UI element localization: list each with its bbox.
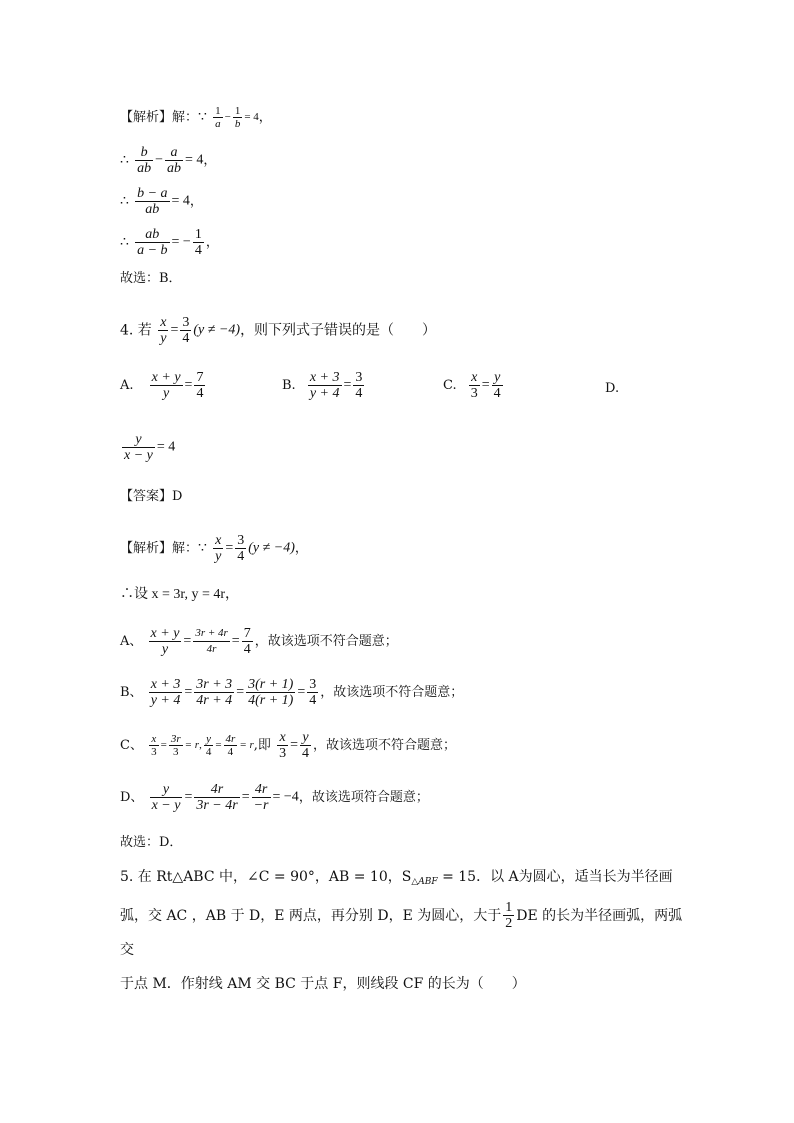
frac-num: 3 — [355, 370, 363, 385]
frac-den: 4 — [194, 243, 202, 258]
ji-label: 即 — [257, 738, 271, 753]
q5-line-2 — [120, 899, 685, 967]
frac-num: x + 3 — [309, 370, 340, 385]
equals: = — [184, 684, 193, 700]
question-5 — [120, 860, 685, 1001]
option-a-expr — [148, 370, 208, 401]
verdict: ，故该选项不符合题意； — [312, 738, 456, 753]
analysis-line-2 — [120, 145, 216, 176]
frac-den: 3r − 4r — [196, 798, 238, 813]
comma: , — [199, 739, 202, 752]
frac-num: x + y — [151, 370, 181, 385]
frac-den: x − y — [151, 798, 181, 813]
question-4-stem — [120, 315, 436, 346]
sol4-b-expr — [147, 677, 321, 708]
comma: ， — [258, 110, 272, 125]
equals-r: = r — [239, 739, 254, 752]
option-label: B. — [282, 378, 296, 393]
given-equation — [211, 105, 259, 130]
therefore-symbol: ∴ — [120, 153, 129, 168]
frac-den: 4 — [237, 549, 245, 564]
frac-den: ab — [166, 161, 181, 176]
frac-num: 3 — [237, 533, 245, 548]
set-variables: ∴设 x = 3r, y = 4r， — [120, 587, 240, 602]
step-equation-3 — [133, 227, 206, 258]
equals: = — [184, 377, 193, 393]
equals: = — [236, 684, 245, 700]
comma: , — [253, 738, 258, 753]
equals: = — [183, 633, 192, 649]
frac-num: 4r — [194, 782, 239, 798]
frac-den: 4r — [206, 643, 217, 655]
frac-den: 4 — [182, 331, 190, 346]
frac-num: 3 — [182, 315, 190, 330]
frac-num: 3 — [309, 677, 317, 692]
frac-den: y + 4 — [309, 386, 340, 401]
frac-num: y — [204, 733, 214, 746]
frac-num: 4r — [225, 733, 236, 745]
frac-num: 1 — [194, 227, 202, 242]
equals-four: = 4 — [171, 193, 190, 209]
option-c-expr — [467, 370, 505, 401]
option-label: A. — [120, 378, 134, 393]
sol4-a-expr — [147, 626, 255, 657]
frac-den: y — [215, 549, 222, 564]
sol4-option-b — [120, 677, 463, 708]
equals: = — [241, 789, 250, 805]
frac-num: 7 — [243, 626, 251, 641]
solve-label: 解： — [172, 110, 199, 125]
sol4-line-1 — [120, 533, 308, 564]
q5-text-d: DE 的长为半径画弧，两弧交 — [120, 908, 683, 958]
q4-answer — [120, 488, 182, 506]
sol4-set-line — [120, 586, 239, 604]
verdict: ，故该选项符合题意； — [298, 790, 429, 805]
frac-num: y — [492, 370, 503, 386]
solve-label: 解： — [172, 541, 199, 556]
frac-num: 7 — [196, 370, 204, 385]
frac-num: 3r + 3 — [196, 677, 233, 692]
q4-given: $\frac{x}{y}$ = $\frac{3}{4}$ (y ≠ −4) — [160, 315, 241, 346]
option-label: B、 — [120, 685, 143, 700]
analysis-line-4 — [120, 227, 219, 258]
sol4-c-result — [275, 730, 313, 761]
area-subscript: △ABF — [411, 877, 438, 887]
choice-line-d — [120, 834, 182, 852]
comma: ， — [203, 153, 217, 168]
equals-four: = 4 — [244, 111, 259, 124]
verdict: ，故该选项不符合题意； — [320, 685, 464, 700]
frac-num: x — [149, 733, 159, 746]
half-fraction — [501, 899, 516, 933]
frac-num: a — [165, 145, 183, 161]
choice-text: 故选：B． — [120, 271, 182, 286]
frac-den: 4 — [196, 386, 204, 401]
frac-num: y — [122, 432, 155, 448]
frac-num: x — [469, 370, 480, 386]
equals: = — [160, 739, 167, 752]
equals: = — [184, 789, 193, 805]
analysis-line-3 — [120, 186, 203, 217]
q4-option-b — [282, 370, 366, 401]
analysis-tag: 【解析】 — [120, 110, 173, 125]
analysis-tag: 【解析】 — [120, 541, 173, 556]
step-equation-1 — [133, 145, 203, 176]
frac-den: 3 — [279, 746, 287, 761]
sol4-given — [211, 533, 295, 564]
equals: = — [231, 633, 240, 649]
frac-den: 3 — [470, 386, 478, 401]
equals: = — [215, 739, 222, 752]
frac-num: 3r — [170, 733, 181, 745]
sol4-option-c — [120, 730, 456, 761]
therefore-symbol: ∴ — [120, 194, 129, 209]
answer-value: D — [172, 489, 183, 504]
condition: (y ≠ −4) — [248, 540, 295, 556]
frac-den: a − b — [137, 243, 168, 258]
because-symbol: ∵ — [198, 541, 207, 556]
because-symbol: ∵ — [198, 110, 207, 125]
verdict: ，故该选项不符合题意； — [254, 634, 398, 649]
frac-den: a — [215, 118, 221, 130]
frac-den: 4(r + 1) — [248, 693, 294, 708]
frac-num: x — [277, 730, 288, 746]
frac-num: 3r + 4r — [193, 626, 229, 642]
q5-text-c: 弧，交 AC ，AB 于 D，E 两点，再分别 D，E 为圆心，大于 — [120, 908, 502, 924]
frac-num: x + 3 — [150, 677, 181, 692]
analysis-line-1 — [120, 105, 272, 130]
equals-negative-four: = −4 — [272, 789, 299, 805]
equals-r: = r — [184, 739, 200, 752]
frac-num: x — [215, 533, 222, 548]
equals-negative: = − — [171, 234, 191, 250]
frac-num: 1 — [505, 900, 513, 916]
frac-den: y + 4 — [150, 693, 181, 708]
option-b-expr — [306, 370, 367, 401]
frac-den: 4 — [355, 386, 363, 401]
q4-option-a — [120, 370, 207, 401]
frac-den: b — [234, 118, 241, 130]
choice-text: 故选：D． — [120, 835, 183, 850]
q5-line-3 — [120, 967, 685, 1001]
therefore-symbol: ∴ — [120, 235, 129, 250]
sol4-d-expr — [148, 782, 299, 813]
q5-text-e: 于点 M．作射线 AM 交 BC 于点 F，则线段 CF 的长为（ ） — [120, 976, 526, 992]
minus-sign: − — [155, 152, 163, 168]
condition: (y ≠ −4) — [193, 322, 241, 338]
equals: = — [290, 737, 298, 753]
frac-num: 3(r + 1) — [248, 677, 294, 692]
frac-den: 4r + 4 — [196, 693, 233, 708]
option-label: A、 — [120, 634, 143, 649]
frac-num: y — [300, 730, 311, 746]
option-label: D. — [605, 381, 620, 396]
equals: = — [481, 377, 490, 393]
frac-num: 4r — [252, 782, 271, 798]
q5-text-b: = 15．以 A为圆心，适当长为半径画 — [437, 869, 673, 885]
sol4-c-expr — [147, 733, 254, 758]
frac-den: 3 — [172, 746, 179, 758]
option-label: C、 — [120, 738, 143, 753]
frac-den: 4 — [301, 746, 309, 761]
equals: = — [225, 540, 234, 556]
frac-num: x — [160, 315, 167, 330]
frac-den: −r — [253, 798, 269, 813]
comma: ， — [294, 541, 308, 556]
frac-den: 4 — [243, 642, 251, 657]
q4-option-d-expr — [120, 432, 175, 463]
frac-den: 4 — [227, 746, 234, 758]
frac-den: y — [161, 642, 169, 657]
frac-den: y — [160, 331, 167, 346]
frac-den: 4 — [493, 386, 501, 401]
minus-sign: − — [224, 111, 231, 124]
frac-den: 4 — [309, 693, 317, 708]
equals-four: = 4 — [184, 152, 204, 168]
frac-den: 2 — [505, 916, 513, 932]
option-label: C. — [443, 378, 457, 393]
frac-num: b — [135, 145, 153, 161]
question-text: ，则下列式子错误的是（ ） — [240, 322, 437, 339]
frac-num: ab — [135, 227, 169, 243]
sol4-option-d — [120, 782, 429, 813]
q4-option-c — [443, 370, 505, 401]
sol4-option-a — [120, 626, 398, 657]
frac-num: y — [150, 782, 183, 798]
equals: = — [343, 377, 352, 393]
equals: = — [297, 684, 306, 700]
q4-option-d-label — [605, 380, 619, 398]
q5-line-1 — [120, 860, 685, 899]
comma: ， — [205, 235, 219, 250]
option-label: D、 — [120, 790, 144, 805]
frac-den: ab — [145, 202, 160, 217]
frac-den: 4 — [205, 746, 212, 758]
frac-num: b − a — [137, 186, 168, 201]
question-number: 4. 若 — [120, 322, 152, 339]
comma: ， — [189, 194, 203, 209]
step-equation-2 — [133, 186, 190, 217]
frac-den: x − y — [124, 448, 153, 463]
frac-den: y — [163, 386, 170, 401]
q5-text-a: 5. 在 Rt△ABC 中，∠C = 90°，AB = 10，S — [120, 869, 412, 885]
frac-den: ab — [137, 161, 152, 176]
option-d-expr — [120, 432, 175, 463]
equals-four: = 4 — [156, 439, 176, 455]
answer-tag: 【答案】 — [120, 489, 173, 504]
frac-num: 1 — [234, 105, 241, 117]
frac-den: 3 — [151, 746, 157, 758]
frac-num: x + y — [150, 626, 180, 641]
frac-num: 1 — [215, 105, 221, 117]
choice-line-b — [120, 270, 182, 288]
